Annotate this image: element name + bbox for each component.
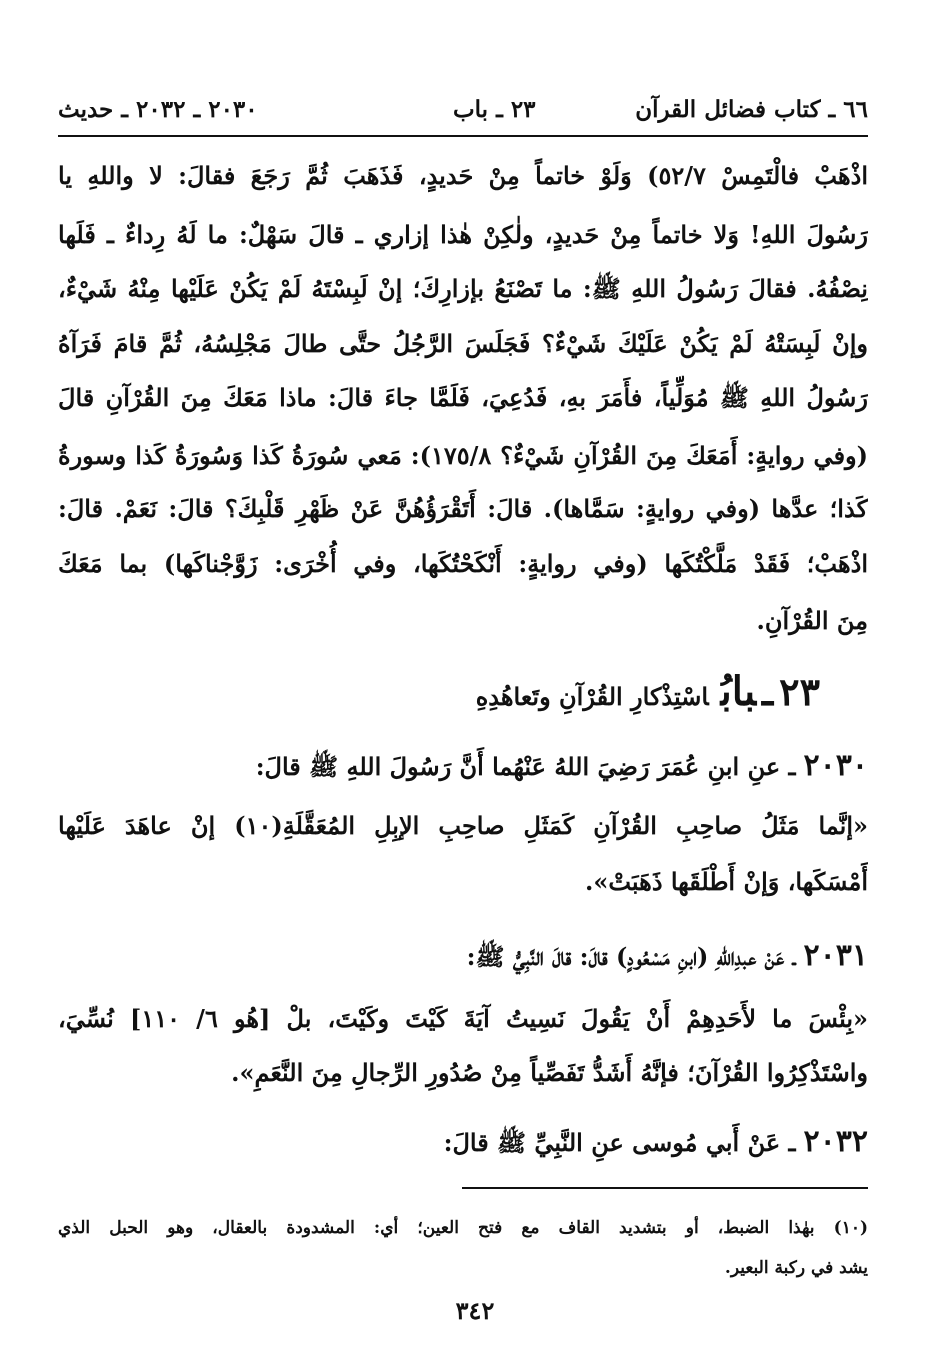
running-header [58, 96, 868, 130]
hadith-number: ٢٠٣٠ [803, 748, 868, 783]
header-chapter: ٢٣ ـ باب [453, 96, 536, 123]
chapter-number: ٢٣ [779, 669, 820, 714]
hadith-intro: ـ عَنْ عبدِاللهِ (ابنِ مَسْعُودٍ) قالَ: قالَ النَّبِيُّ ﷺ: [466, 942, 796, 971]
footnote-rule [462, 1187, 868, 1189]
hadith-heading [467, 930, 868, 982]
hadith-text-line: أَمْسَكَها، وَإنْ أَطْلَقَها ذَهَبَتْ». [585, 867, 868, 896]
text-line: وإنْ لَبِسَتْهُ لَمْ يَكُنْ عَلَيْكَ شَيْءٌ؟ فَجَلَسَ الرَّجُلُ حتَّى طالَ مَجْلِسُهُ، ثُمَّ قامَ فَرَآهُ [58, 329, 868, 358]
text-line: اذْهَبْ فالْتَمِسْ ٥٢/٧) وَلَوْ خاتماً مِنْ حَديدٍ، فَذَهَبَ ثُمَّ رَجَعَ فقالَ: لا واللهِ يا [58, 161, 868, 190]
text-line: (وفي روايةٍ: أَمَعَكَ مِنَ القُرْآنِ شَيْءٌ؟ ١٧٥/٨): مَعي سُورَةُ كَذا وَسُورَةُ كَذا وسورةُ [58, 441, 868, 470]
hadith-text-line: «إنَّما مَثَلُ صاحِبِ القُرْآنِ كَمَثَلِ صاحِبِ الإبِلِ المُعَقَّلَةِ(١٠) إنْ عاهَدَ عَلَيْها [58, 811, 868, 840]
hadith-text-line: واسْتَذْكِرُوا القُرْآنَ؛ فإنَّهُ أَشَدُّ تَفَصِّياً مِنْ صُدُورِ الرِّجالِ مِنَ النَّعَمِ». [231, 1058, 868, 1087]
footnote-line: يشد في ركبة البعير. [724, 1258, 868, 1278]
chapter-heading [476, 668, 820, 728]
footnote-line: (١٠) بهٰذا الضبط، أو بتشديد القاف مع فتح العين؛ أي: المشدودة بالعقال، وهو الحبل الذي [58, 1218, 868, 1238]
hadith-number: ٢٠٣١ [803, 938, 868, 973]
text-line: نِصْفُهُ. فقالَ رَسُولُ اللهِ ﷺ: ما تَصْنَعُ بإزارِكَ؛ إنْ لَبِسْتَهُ لَمْ يَكُنْ عَلَيْها مِنْهُ شَيْءٌ، [58, 274, 868, 303]
text-line: كَذا؛ عدَّها (وفي روايةٍ: سَمَّاها). قالَ: أَتَقْرَؤُهُنَّ عَنْ ظَهْرِ قَلْبِكَ؟ قالَ: نَعَمْ. قالَ: [58, 494, 868, 523]
header-rule [58, 135, 868, 137]
text-line: اذْهَبْ؛ فَقَدْ مَلَّكْتُكَها (وفي روايةٍ: أَنْكَحْتُكَها، وفي أُخْرَى: زَوَّجْناكَها) بما مَعَكَ [58, 549, 868, 578]
text-line: رَسُولُ اللهِ ﷺ مُوَلِّياً، فأَمَرَ بهِ، فَدُعِيَ، فَلَمَّا جاءَ قالَ: ماذا مَعَكَ مِنَ القُرْآنِ قالَ [58, 383, 868, 412]
chapter-separator: ـ [762, 669, 774, 714]
hadith-number: ٢٠٣٢ [803, 1124, 868, 1159]
chapter-word: بابُ [720, 668, 757, 715]
hadith-heading [444, 1116, 868, 1168]
text-line: رَسُولَ اللهِ! وَلا خاتماً مِنْ حَديدٍ، ولٰكِنْ هٰذا إزاري ـ قالَ سَهْلٌ: ما لَهُ رِداءٌ ـ فَلَها [58, 220, 868, 249]
hadith-heading [256, 740, 868, 792]
text-line: مِنَ القُرْآنِ. [756, 606, 868, 635]
header-hadith-range: ٢٠٣٠ ـ ٢٠٣٢ ـ حديث [58, 96, 258, 123]
hadith-intro: ـ عنِ ابنِ عُمَرَ رَضِيَ اللهُ عَنْهُما أَنَّ رَسُولَ اللهِ ﷺ قالَ: [255, 752, 796, 781]
page-number: ٣٤٢ [455, 1296, 495, 1325]
header-book-title: ٦٦ ـ كتاب فضائل القرآن [635, 96, 868, 123]
hadith-text-line: «بِئْسَ ما لأَحَدِهِمْ أَنْ يَقُولَ نَسِيتُ آيَةَ كَيْتَ وكَيْتَ، بلْ [هُو ٦/ ١١٠] نُسِّيَ، [58, 1004, 868, 1033]
hadith-intro: ـ عَنْ أَبي مُوسى عنِ النَّبِيِّ ﷺ قالَ: [443, 1128, 796, 1157]
chapter-title: اسْتِذْكارِ القُرْآنِ وتَعاهُدِهِ [475, 682, 709, 711]
